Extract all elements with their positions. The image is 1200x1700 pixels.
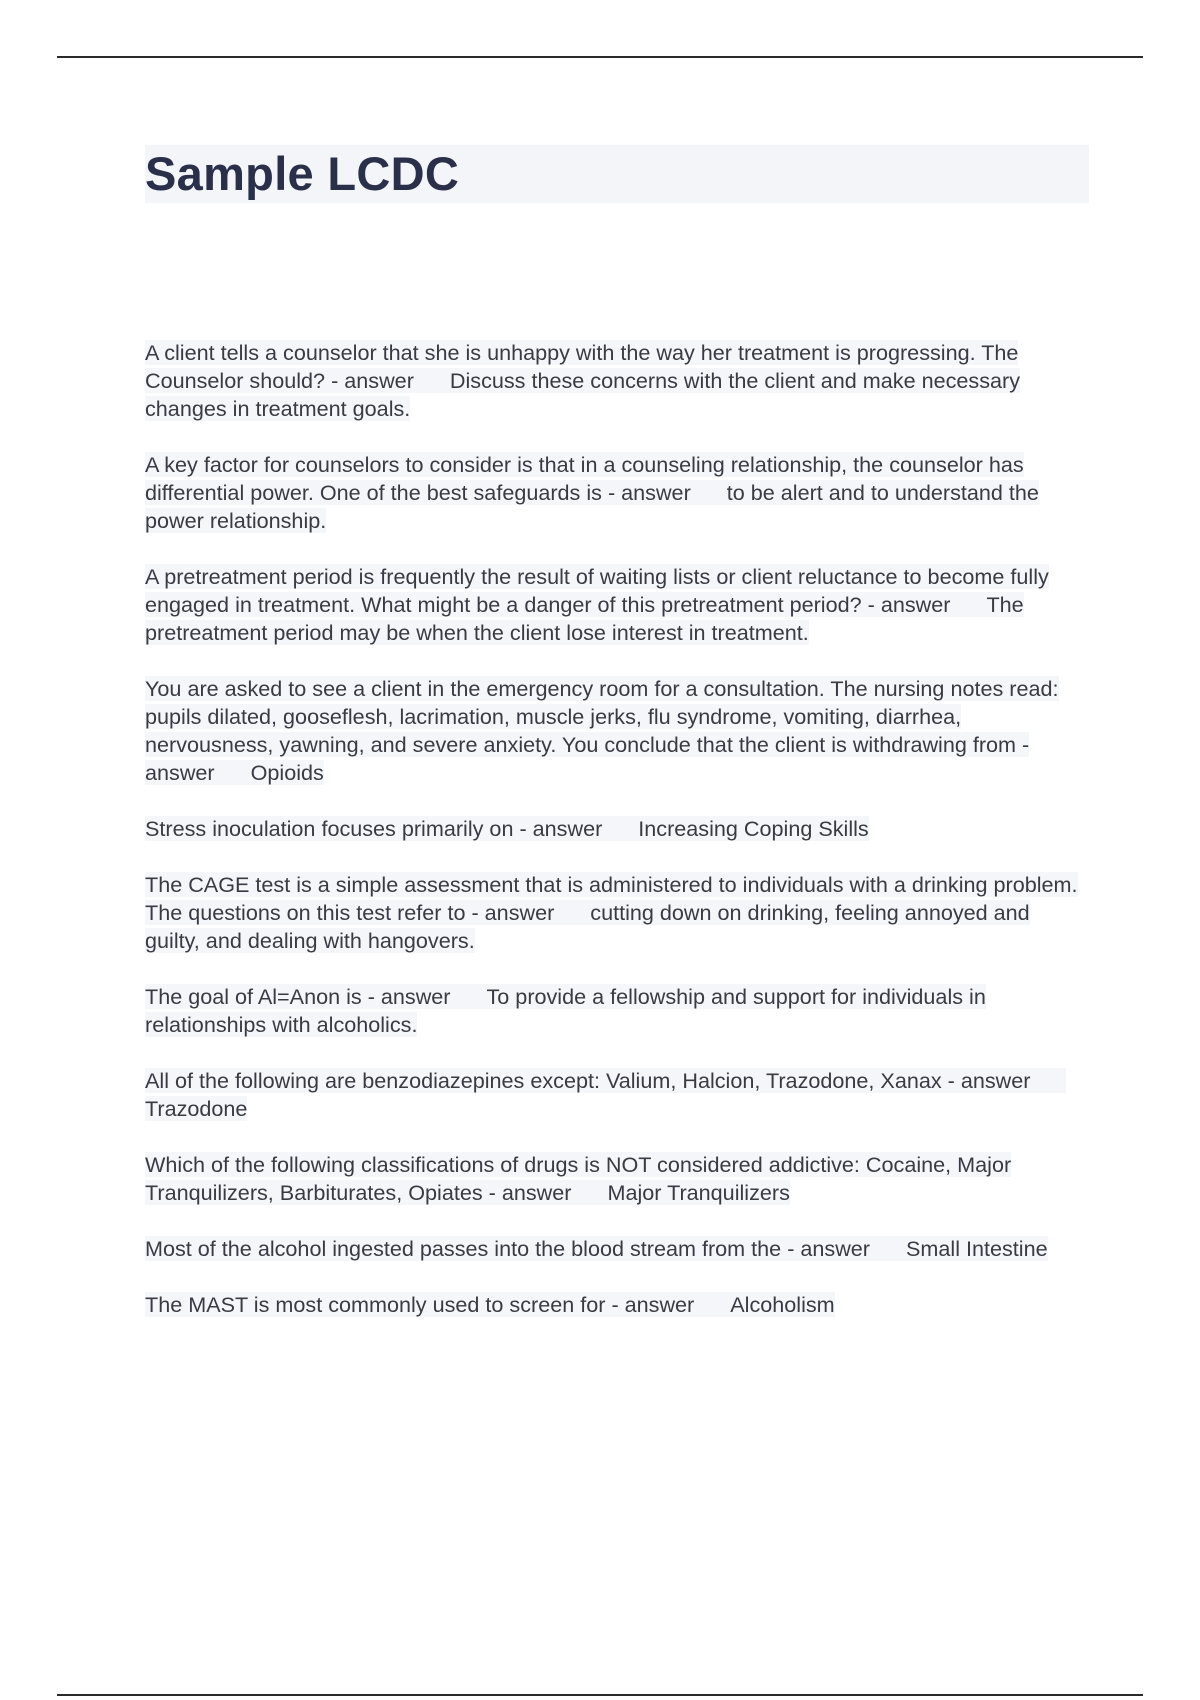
qa-item: [145, 983, 1090, 1039]
answer-marker: - answer: [471, 900, 555, 925]
page-title: Sample LCDC: [145, 147, 460, 200]
answer-marker: - answer: [787, 1236, 870, 1261]
question-text: A key factor for counselors to consider is that in a counseling relationship, the counselor has differential power. One of the best safeguards is: [145, 452, 1024, 505]
answer-text: cutting down on drinking, feeling annoyed and guilty, and dealing with hangovers.: [145, 900, 1030, 953]
qa-item: [145, 1067, 1090, 1123]
answer-text: To provide a fellowship and support for individuals in relationships with alcoholics.: [145, 984, 986, 1037]
answer-text: Opioids: [250, 760, 324, 785]
qa-item: [145, 339, 1090, 423]
question-text: The goal of Al=Anon is: [145, 984, 362, 1009]
qa-list: [145, 339, 1090, 1347]
question-text: A pretreatment period is frequently the result of waiting lists or client reluctance to become fully engaged in treatment. What might be a danger of this pretreatment period?: [145, 564, 1049, 617]
question-text: The CAGE test is a simple assessment that is administered to individuals with a drinking problem. The questions on this test refer to: [145, 872, 1078, 925]
answer-text: to be alert and to understand the power relationship.: [145, 480, 1039, 533]
question-text: Which of the following classifications of drugs is NOT considered addictive: Cocaine, Major Tranquilizers, Barbiturates, Opiates: [145, 1152, 1012, 1205]
qa-item: [145, 563, 1090, 647]
answer-marker: - answer: [519, 816, 603, 841]
question-text: Stress inoculation focuses primarily on: [145, 816, 514, 841]
qa-item: [145, 1151, 1090, 1207]
answer-marker: - answer: [607, 480, 691, 505]
qa-item: [145, 675, 1090, 787]
qa-item: [145, 815, 1090, 843]
answer-marker: - answer: [867, 592, 951, 617]
answer-text: Discuss these concerns with the client and make necessary changes in treatment goals.: [145, 368, 1020, 421]
answer-text: Increasing Coping Skills: [638, 816, 869, 841]
answer-marker: - answer: [145, 732, 1030, 785]
qa-item: [145, 1291, 1090, 1319]
question-text: A client tells a counselor that she is unhappy with the way her treatment is progressing. The Counselor should?: [145, 340, 1019, 393]
answer-text: Small Intestine: [906, 1236, 1048, 1261]
question-text: All of the following are benzodiazepines except: Valium, Halcion, Trazodone, Xanax: [145, 1068, 942, 1093]
qa-item: [145, 1235, 1090, 1263]
question-text: You are asked to see a client in the emergency room for a consultation. The nursing notes read: pupils dilated, gooseflesh, lacrimation, muscle jerks, flu syndrome, vomiting, diarrhea, nervousness, yawning, and severe anxiety. You conclude that the client is withdrawing from: [145, 676, 1059, 757]
answer-marker: - answer: [488, 1180, 572, 1205]
answer-text: Trazodone: [145, 1096, 248, 1121]
answer-marker: - answer: [947, 1068, 1031, 1093]
answer-text: The pretreatment period may be when the client lose interest in treatment.: [145, 592, 1024, 645]
top-rule: [57, 56, 1143, 58]
qa-item: [145, 451, 1090, 535]
question-text: Most of the alcohol ingested passes into the blood stream from the: [145, 1236, 782, 1261]
answer-marker: - answer: [611, 1292, 695, 1317]
answer-text: Alcoholism: [730, 1292, 835, 1317]
qa-item: [145, 871, 1090, 955]
answer-text: Major Tranquilizers: [607, 1180, 790, 1205]
bottom-rule: [57, 1694, 1143, 1696]
question-text: The MAST is most commonly used to screen for: [145, 1292, 606, 1317]
answer-marker: - answer: [367, 984, 451, 1009]
answer-marker: - answer: [331, 368, 414, 393]
